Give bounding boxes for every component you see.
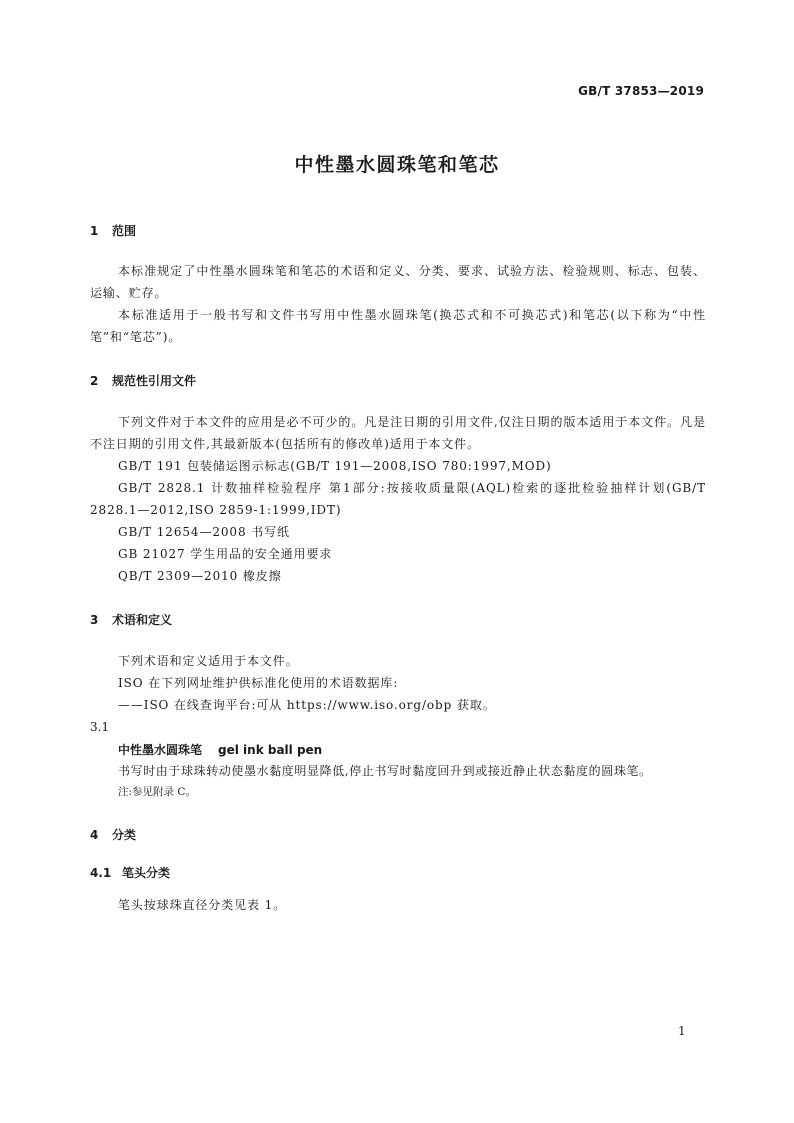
reference-item: GB/T 2828.1 计数抽样检验程序 第1部分:按接收质量限(AQL)检索的逐批检验抽样计划(GB/T 2828.1—2012,ISO 2859-1:1999,IDT)	[90, 481, 706, 517]
term-definition: 书写时由于球珠转动使墨水黏度明显降低,停止书写时黏度回升到或接近静止状态黏度的圆珠笔。	[118, 764, 652, 778]
document-title: 中性墨水圆珠笔和笔芯	[294, 154, 500, 176]
terms-line-3: ——ISO 在线查询平台:可从 https://www.iso.org/obp 获取。	[118, 698, 496, 712]
section-number: 1	[90, 224, 99, 238]
subsection-4-1-heading	[90, 864, 170, 881]
section-title: 术语和定义	[112, 613, 173, 627]
section-number: 4	[90, 828, 99, 842]
reference-item: GB 21027 学生用品的安全通用要求	[118, 547, 333, 561]
section-number: 2	[90, 374, 99, 388]
subsection-title: 笔头分类	[122, 866, 171, 880]
reference-item: GB/T 12654—2008 书写纸	[118, 525, 290, 539]
standard-code: GB/T 37853—2019	[578, 84, 704, 98]
terms-line-1: 下列术语和定义适用于本文件。	[118, 654, 299, 668]
section-title: 规范性引用文件	[112, 374, 197, 388]
term-english: gel ink ball pen	[218, 743, 323, 757]
term-entry	[118, 738, 322, 761]
section-2-heading	[90, 372, 196, 389]
classification-text: 笔头按球珠直径分类见表 1。	[118, 898, 287, 912]
page-number: 1	[678, 1024, 686, 1038]
section-number: 3	[90, 613, 99, 627]
normative-intro: 下列文件对于本文件的应用是必不可少的。凡是注日期的引用文件,仅注日期的版本适用于本文件。凡是不注日期的引用文件,其最新版本(包括所有的修改单)适用于本文件。	[90, 415, 706, 451]
section-3-heading	[90, 611, 172, 628]
scope-paragraph-2: 本标准适用于一般书写和文件书写用中性墨水圆珠笔(换芯式和不可换芯式)和笔芯(以下称为“中性笔”和“笔芯”)。	[90, 308, 706, 344]
term-number: 3.1	[90, 720, 110, 734]
terms-line-2: ISO 在下列网址维护供标准化使用的术语数据库:	[118, 676, 399, 690]
section-title: 分类	[112, 828, 137, 842]
section-4-heading	[90, 826, 136, 843]
term-note: 注:参见附录 C。	[118, 786, 196, 798]
scope-paragraph-1: 本标准规定了中性墨水圆珠笔和笔芯的术语和定义、分类、要求、试验方法、检验规则、标志、包装、运输、贮存。	[90, 264, 706, 300]
section-1-heading	[90, 222, 136, 239]
section-title: 范围	[112, 224, 137, 238]
reference-item: GB/T 191 包装储运图示标志(GB/T 191—2008,ISO 780:1997,MOD)	[118, 459, 552, 473]
subsection-number: 4.1	[90, 866, 112, 880]
term-chinese: 中性墨水圆珠笔	[118, 743, 203, 757]
reference-item: QB/T 2309—2010 橡皮擦	[118, 569, 282, 583]
